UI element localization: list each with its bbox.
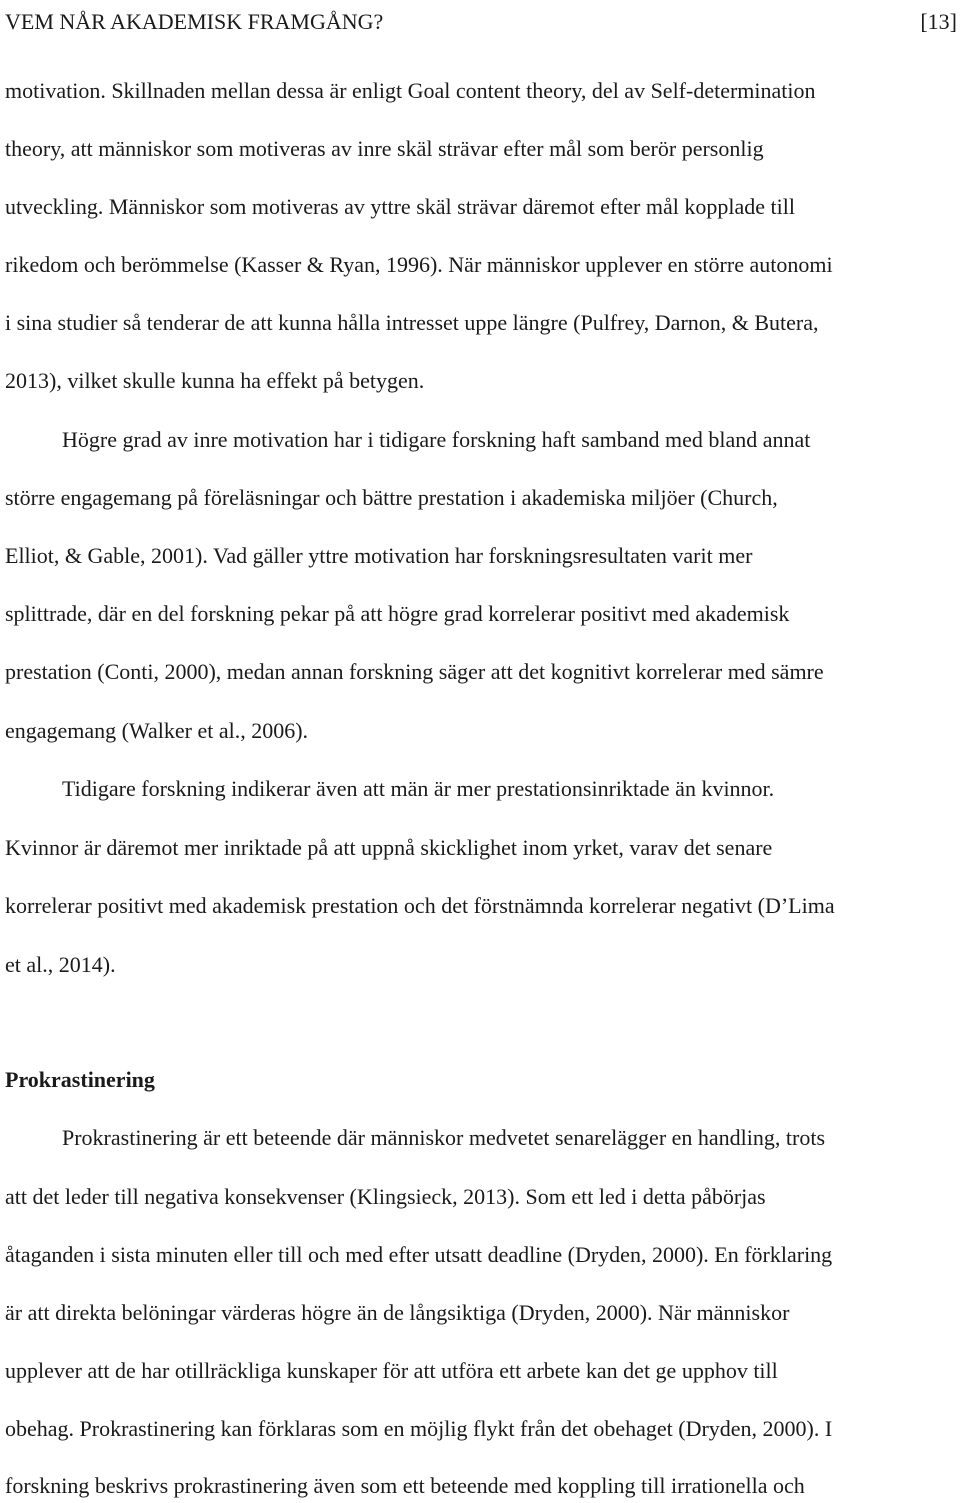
body-line: i sina studier så tenderar de att kunna hålla intresset uppe längre (Pulfrey, Darnon, & Butera, [5,310,819,335]
header-title: VEM NÅR AKADEMISK FRAMGÅNG? [5,9,384,34]
body-line: Kvinnor är däremot mer inriktade på att uppnå skicklighet inom yrket, varav det senare [5,835,773,860]
paragraph-first-line: Högre grad av inre motivation har i tidigare forskning haft samband med bland annat [62,427,811,452]
body-line: större engagemang på föreläsningar och bättre prestation i akademiska miljöer (Church, [5,485,778,510]
body-line: theory, att människor som motiveras av inre skäl strävar efter mål som berör personlig [5,136,764,161]
paragraph-first-line: Prokrastinering är ett beteende där människor medvetet senarelägger en handling, trots [62,1125,826,1150]
body-line: korrelerar positivt med akademisk prestation och det förstnämnda korrelerar negativt (D’Lima [5,893,835,918]
body-line: engagemang (Walker et al., 2006). [5,718,309,743]
body-line: åtaganden i sista minuten eller till och med efter utsatt deadline (Dryden, 2000). En förklaring [5,1242,833,1267]
body-line: är att direkta belöningar värderas högre än de långsiktiga (Dryden, 2000). När människor [5,1300,790,1325]
body-line: 2013), vilket skulle kunna ha effekt på betygen. [5,368,425,393]
body-line: et al., 2014). [5,952,116,977]
paragraph-first-line: Tidigare forskning indikerar även att män är mer prestationsinriktade än kvinnor. [62,776,775,801]
body-line: splittrade, där en del forskning pekar på att högre grad korrelerar positivt med akademisk [5,601,790,626]
body-line: att det leder till negativa konsekvenser (Klingsieck, 2013). Som ett led i detta påbörjas [5,1184,766,1209]
page-number: [13] [920,9,957,34]
body-line: rikedom och berömmelse (Kasser & Ryan, 1996). När människor upplever en större autonomi [5,252,833,277]
body-line: utveckling. Människor som motiveras av yttre skäl strävar däremot efter mål kopplade till [5,194,795,219]
body-line: motivation. Skillnaden mellan dessa är enligt Goal content theory, del av Self-determination [5,78,816,103]
body-line: prestation (Conti, 2000), medan annan forskning säger att det kognitivt korrelerar med sämre [5,659,824,684]
body-line: obehag. Prokrastinering kan förklaras som en möjlig flykt från det obehaget (Dryden, 2000). I [5,1416,833,1441]
body-line: Elliot, & Gable, 2001). Vad gäller yttre motivation har forskningsresultaten varit mer [5,543,753,568]
running-header [5,4,957,40]
body-line: upplever att de har otillräckliga kunskaper för att utföra ett arbete kan det ge upphov till [5,1358,778,1383]
section-heading: Prokrastinering [5,1067,155,1092]
body-line: forskning beskrivs prokrastinering även som ett beteende med koppling till irrationella och [5,1473,805,1498]
